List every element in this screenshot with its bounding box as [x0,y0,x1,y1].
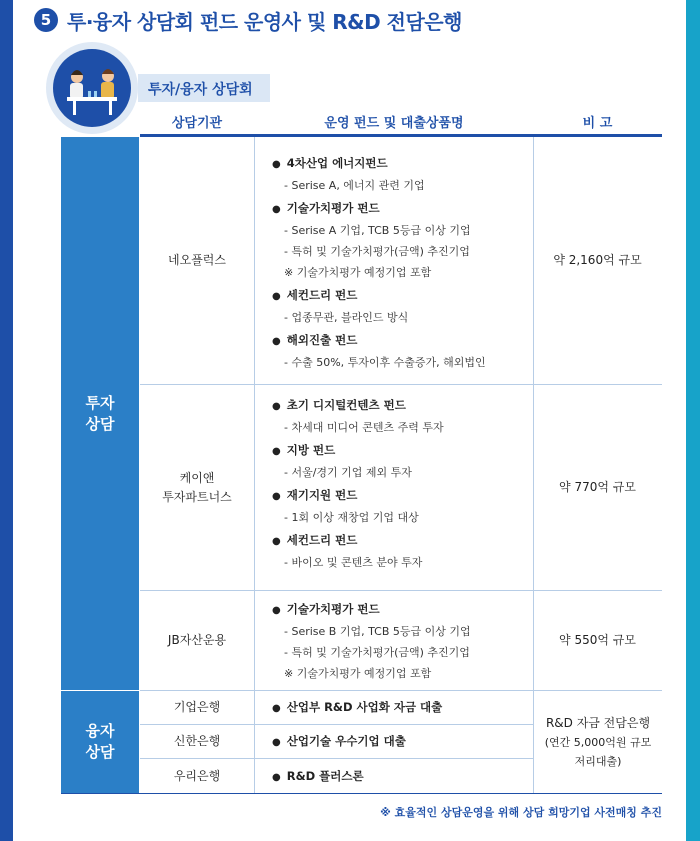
table-row [140,591,662,691]
category-investment-line1: 투자 [85,393,115,412]
fund-detail: - 바이오 및 콘텐츠 분야 투자 [284,556,423,569]
fund-detail: - Serise B 기업, TCB 5등급 이상 기업 [284,625,471,638]
loan-remark-line: R&D 자금 전담은행 [545,715,651,730]
remark-cell [533,385,662,590]
fund-title: ● 기술가치평가 펀드 [272,597,533,621]
fund-title: ● 지방 펀드 [272,438,533,462]
loan-product-title: ● 산업기술 우수기업 대출 [272,729,533,753]
institution-name-line: 케이앤 [179,470,215,485]
table-row [140,137,662,385]
fund-title: ● 세컨드리 펀드 [272,528,533,552]
fund-title: ● 세컨드리 펀드 [272,283,533,307]
fund-detail: - 수출 50%, 투자이후 수출증가, 해외법인 [284,356,486,369]
fund-detail: ※ 기술가치평가 예정기업 포함 [284,667,432,680]
fund-title: ● 초기 디지털컨텐츠 펀드 [272,393,533,417]
section-title: 투·융자 상담회 펀드 운영사 및 R&D 전담은행 [67,9,462,34]
fund-title: ● 기술가치평가 펀드 [272,196,533,220]
remark-text: 약 2,160억 규모 [553,253,642,267]
category-investment-line2: 상담 [85,414,115,433]
category-loan-line2: 상담 [85,743,115,761]
fund-list [255,393,533,573]
loan-remark-line: (연간 5,000억원 규모 [544,735,652,749]
column-header-funds: 운영 펀드 및 대출상품명 [324,116,464,131]
meeting-illustration [46,42,138,134]
loan-remark-cell [534,692,662,792]
fund-detail: - 1회 이상 재창업 기업 대상 [284,511,419,524]
fund-detail: - Serise A, 에너지 관련 기업 [284,179,425,192]
table-row [140,385,662,591]
section-tag-label: 투자/융자 상담회 [148,82,253,98]
remark-cell [533,591,662,690]
institution-name-line: JB자산운용 [167,633,227,647]
bank-name: 기업은행 [173,700,221,714]
remark-cell [533,137,662,384]
category-loan-line1: 융자 [85,722,115,740]
loan-product-title: ● R&D 플러스론 [272,764,533,788]
institution-name [140,385,254,590]
loan-remark-line: 저리대출) [574,754,622,768]
institution-name [140,137,254,384]
left-accent-bar [0,0,13,841]
fund-detail: - 특허 및 기술가치평가(금액) 추진기업 [284,245,470,258]
consultation-people-icon [53,49,131,127]
section-tag [138,74,270,102]
category-loan [61,691,139,793]
column-header-remarks: 비 고 [582,116,613,131]
fund-detail: - 업종무관, 블라인드 방식 [284,311,409,324]
fund-detail: ※ 기술가치평가 예정기업 포함 [284,266,432,279]
remark-text: 약 550억 규모 [559,633,636,647]
loan-product [255,695,533,719]
bank-name: 신한은행 [173,734,221,748]
section-heading [34,6,462,34]
institution-name-line: 투자파트너스 [162,489,232,504]
right-accent-bar [686,0,700,841]
fund-detail: - 차세대 미디어 콘텐츠 주력 투자 [284,421,444,434]
fund-list [255,151,533,373]
footnote: ※ 효율적인 상담운영을 위해 상담 희망기업 사전매칭 추진 [380,806,662,819]
fund-detail: - 특허 및 기술가치평가(금액) 추진기업 [284,646,470,659]
loan-product [255,729,533,753]
table-bottom-border [61,793,662,794]
column-header-institution: 상담기관 [171,116,223,131]
fund-title: ● 4차산업 에너지펀드 [272,151,533,175]
category-investment [61,137,139,690]
loan-product [255,764,533,788]
institution-name-line: 네오플럭스 [168,253,226,267]
fund-title: ● 재기지원 펀드 [272,483,533,507]
remark-text: 약 770억 규모 [559,480,636,494]
institution-name [140,591,254,690]
loan-product-title: ● 산업부 R&D 사업화 자금 대출 [272,695,533,719]
fund-list [255,597,533,684]
bank-name: 우리은행 [173,768,221,783]
fund-detail: - 서울/경기 기업 제외 투자 [284,466,412,479]
fund-title: ● 해외진출 펀드 [272,328,533,352]
fund-detail: - Serise A 기업, TCB 5등급 이상 기업 [284,224,471,237]
section-number-badge: 5 [34,8,58,32]
